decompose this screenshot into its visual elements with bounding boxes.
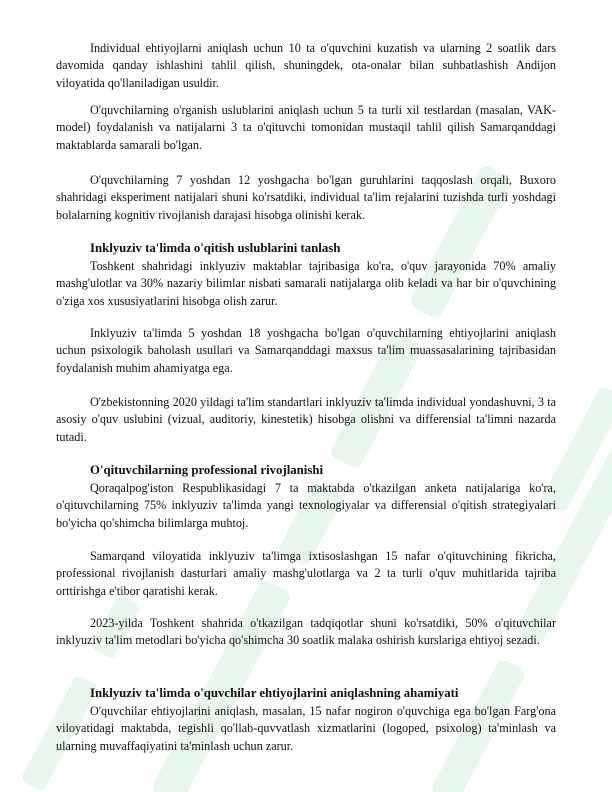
section-heading-needs-importance: Inklyuziv ta'limda o'quvchilar ehtiyojlarini aniqlashning ahamiyati: [90, 686, 459, 700]
paragraph-samarkand-teachers: Samarqand viloyatida inklyuziv ta'limga ixtisoslashgan 15 nafar o'qituvchining fikricha, professional rivojlanish dasturlari amaliy mashg'ulotlarga va 2 ta turli o'quv muhitlarida tajriba orttirishga e'tibor qaratishi kerak.: [56, 549, 556, 598]
paragraph-andijon-observation: Individual ehtiyojlarni aniqlash uchun 10 ta o'quvchini kuzatish va ularning 2 soatlik dars davomida qanday ishlashini tahlil qilish, shuningdek, ota-onalar bilan suhbatlashish Andijon viloyatida qo'llaniladigan usuldir.: [56, 41, 556, 90]
paragraph-tashkent-practice: Toshkent shahridagi inklyuziv maktablar tajribasiga ko'ra, o'quv jarayonida 70% amaliy mashg'ulotlar va 30% nazariy bilimlar nisbati samarali natijalarga olib keladi va har bir o'quvchining o'ziga xos xususiyatlarini hisobga olish zarur.: [56, 259, 556, 308]
paragraph-learning-styles-tests: O'quvchilarning o'rganish uslublarini aniqlash uchun 5 ta turli xil testlardan (masalan, VAK-model) foydalanish va natijalarni 3 ta o'qituvchi tomonidan mustaqil tahlil qilish Samarqanddagi maktablarda samarali bo'lgan.: [56, 103, 556, 152]
paragraph-bukhara-experiment: O'quvchilarning 7 yoshdan 12 yoshgacha bo'lgan guruhlarini taqqoslash orqali, Buxoro shahridagi eksperiment natijalari shuni ko'rsatdiki, individual ta'lim rejalarini tuzishda turli yoshdagi bolalarning kognitiv rivojlanish darajasi hisobga olinishi kerak.: [56, 173, 556, 222]
section-heading-professional-development: O'qituvchilarning professional rivojlanishi: [90, 463, 323, 477]
paragraph-psychological-assessment: Inklyuziv ta'limda 5 yoshdan 18 yoshgacha bo'lgan o'quvchilarning ehtiyojlarini aniqlash uchun psixologik baholash usullari va Samarqanddagi maxsus ta'lim muassasalarining tajribasidan foydalanish muhim ahamiyatga ega.: [56, 326, 556, 375]
paragraph-tashkent-2023-research: 2023-yilda Toshkent shahrida o'tkazilgan tadqiqotlar shuni ko'rsatdiki, 50% o'qituvchilar inklyuziv ta'lim metodlari bo'yicha qo'shimcha 30 soatlik malaka oshirish kurslariga ehtiyoj sezadi.: [56, 616, 556, 648]
paragraph-karakalpakstan-survey: Qoraqalpog'iston Respublikasidagi 7 ta maktabda o'tkazilgan anketa natijalariga ko'ra, o'qituvchilarning 75% inklyuziv ta'limda yangi texnologiyalar va differensial o'qitish strategiyalari bo'yicha qo'shimcha bilimlarga muhtoj.: [56, 481, 556, 530]
paragraph-fergana-support: O'quvchilar ehtiyojlarini aniqlash, masalan, 15 nafar nogiron o'quvchiga ega bo'lgan Farg'ona viloyatidagi maktabda, tegishli qo'llab-quvvatlash xizmatlarini (logoped, psixolog) ta'minlash va ularning muvaffaqiyatini ta'minlash uchun zarur.: [56, 704, 556, 753]
section-heading-teaching-styles: Inklyuziv ta'limda o'qitish uslublarini tanlash: [90, 241, 341, 255]
paragraph-standards-2020: O'zbekistonning 2020 yildagi ta'lim standartlari inklyuziv ta'limda individual yondashuvni, 3 ta asosiy o'quv uslubini (vizual, auditoriy, kinestetik) hisobga olishni va differensial ta'limni nazarda tutadi.: [56, 395, 556, 444]
